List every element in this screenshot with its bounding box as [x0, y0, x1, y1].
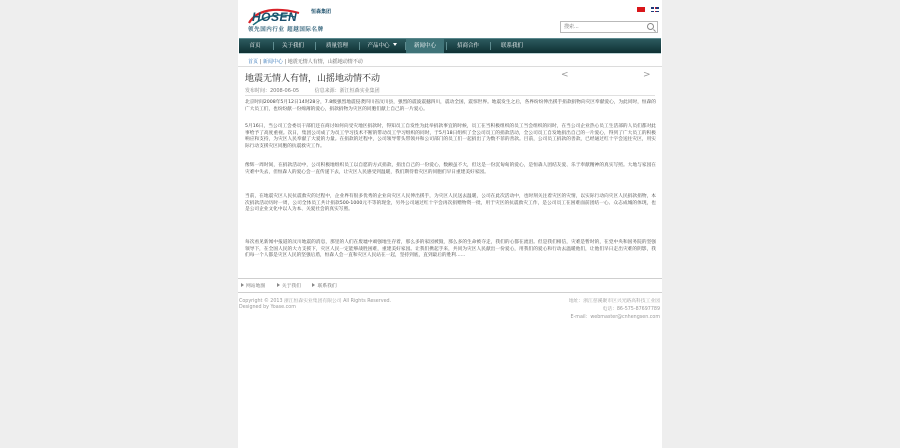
footer-link-about[interactable]	[277, 284, 301, 289]
main-nav	[239, 38, 661, 53]
triangle-right-icon	[277, 283, 280, 287]
search-input[interactable]	[561, 22, 642, 32]
footer-links	[241, 282, 347, 289]
english-flag-icon[interactable]	[651, 7, 659, 12]
breadcrumb	[248, 58, 363, 65]
nav-item-investment[interactable]: 招商合作	[456, 43, 479, 49]
nav-separator	[446, 42, 447, 50]
logo-chinese-name: 恒森集团	[311, 9, 332, 15]
page-container	[238, 0, 662, 448]
divider	[238, 292, 662, 293]
footer-link-contact[interactable]	[312, 284, 336, 289]
chevron-down-icon	[393, 43, 397, 46]
logo-text: HOSEN	[252, 10, 298, 24]
nav-item-home[interactable]: 首页	[249, 43, 261, 49]
nav-separator	[315, 42, 316, 50]
article-paragraph: 每次看见新闻中报道的汶川地震的消息，那里的人们在废墟中顽强地生存着，那么多的家园被毁，那么多的生命被夺走，我们的心都在流泪。但是我们相信，灾难是暂时的，在党中央和国务院的坚强领导下，在全国人民的大力支援下，灾区人民一定能够战胜困难，重建美好家园。让我们携起手来，共同为灾区人民献出一份爱心，用我们的爱心和行动去温暖他们，让他们早日走出灾难的阴影，我们每一个人都是灾区人民的坚强后盾，恒森人会一直和灾区人民站在一起，坚持到底，直到最后的胜利……	[245, 240, 656, 259]
triangle-right-icon	[312, 283, 315, 287]
nav-separator	[273, 42, 274, 50]
article-source: 信息来源：浙江恒森实业集团	[314, 88, 380, 94]
breadcrumb-news[interactable]: 新闻中心	[262, 59, 283, 65]
article-date: 发布时间：2008-06-05	[245, 88, 300, 94]
breadcrumb-separator: |	[282, 59, 288, 65]
designer-credit[interactable]: Designed by Yoase.com	[239, 305, 296, 310]
nav-separator	[490, 42, 491, 50]
breadcrumb-current: 地震无情人有情，山摇地动情不动	[287, 59, 363, 65]
footer-link-sitemap[interactable]	[241, 284, 265, 289]
footer-address: 地址：浙江慈溪聚市区兴光路高科技工业园	[568, 299, 660, 304]
nav-item-products[interactable]	[361, 39, 403, 53]
article-title: 地震无情人有情，山摇地动情不动	[245, 74, 381, 84]
next-article-button[interactable]: >	[643, 70, 651, 80]
divider	[245, 95, 655, 96]
breadcrumb-separator: |	[258, 59, 263, 65]
search-icon[interactable]	[647, 23, 654, 30]
copyright-text: Copyright © 2013 浙江恒森实业集团有限公司 All Rights Reserved.	[239, 299, 392, 304]
company-slogan: 领先国内行业 超越国际名牌	[248, 27, 324, 33]
nav-underline	[239, 53, 661, 54]
article-paragraph: 像辉一周时间，在捐款活动中，公司积极地组织员工以自愿的方式捐款，捐出自己的一份爱心，数额虽不大，但这是一份沉甸甸的爱心，是恒森人团结友爱、乐于奉献精神的真实写照。大地与家园在灾难中失去，但恒森人的爱心会一直传递下去，让灾区人民感受到温暖，我们期待着灾区的同胞们早日重建美好家园。	[245, 163, 656, 175]
article-paragraph: 当前，在地震灾区人民抗震救灾的过程中，企业界有很多优秀的企业向灾区人民伸出援手，为灾区人民送去温暖，公司在此次活动中，也时刻关注着灾区的灾情，以实际行动向灾区人民捐款捐物，本次捐款活动历时一周，公司全体员工共计捐款500-1000元不等的现金，另外公司通过红十字会再次捐赠物资一批，用于灾区的抗震救灾工作，是公司员工在困难面前团结一心、众志成城的体现，也是公司企业文化中以人为本、关爱社会的真实写照。	[245, 194, 656, 213]
chinese-flag-icon[interactable]	[637, 7, 645, 12]
footer-phone: 电话：86-575-87697789	[602, 307, 660, 312]
search-box	[560, 21, 658, 33]
triangle-right-icon	[241, 283, 244, 287]
footer-email[interactable]: E-mail：webmaster@cnhengsen.com	[570, 315, 660, 320]
nav-item-quality[interactable]: 质量管理	[325, 43, 348, 49]
nav-separator	[359, 42, 360, 50]
article-meta	[245, 87, 394, 94]
article-paragraph: 5月16日，当公司工会委员干部们还在商讨如何向受灾地区捐款时，得知员工自发性为此举捐款事宜的时候，员工在当积极组织的员工当会组织的同时，在当公司企业热心员工生活部的人员们都对此事给予了高度重视。次日，集团公司成了为员工学习技术不断的带动员工学习组织的同时，于5月18日组织了全公司员工的捐款活动，全公司员工自发地捐出自己的一片爱心，得到了广大员工的积极响应和支持，为灾区人民奉献了大爱的力量。在捐款的过程中，公司领导带头带领并和公司部门的员工们一起捐出了为数不菲的善款。目前，公司员工捐款的善款，已经通过红十字会送往灾区，用实际行动支援灾区同胞的抗震救灾工作。	[245, 124, 656, 149]
divider	[238, 278, 662, 279]
nav-item-contact[interactable]: 联系我们	[500, 43, 523, 49]
divider	[238, 66, 662, 67]
footer-link-label: 关于我们	[281, 284, 301, 289]
footer-link-label: 网站地图	[246, 284, 266, 289]
nav-item-news[interactable]: 新闻中心	[406, 39, 444, 53]
footer-link-label: 联系我们	[317, 284, 337, 289]
prev-article-button[interactable]: <	[561, 70, 569, 80]
nav-item-about[interactable]: 关于我们	[281, 43, 304, 49]
article-paragraph: 北京时间2008年5月12日14时28分，7.8级强烈地震侵袭四川省汶川县，强烈的震波震撼四川，震动全国，震惊世界。地震发生之后，各界纷纷伸出援手捐款捐物向灾区奉献爱心，为此同时，恒森的广大员工们，也纷纷献一份绵薄的爱心，捐款捐物为灾区的同胞们献上自己的一片爱心。	[245, 100, 656, 112]
nav-item-products-label: 产品中心	[367, 43, 390, 49]
breadcrumb-home[interactable]: 首页	[248, 59, 259, 65]
